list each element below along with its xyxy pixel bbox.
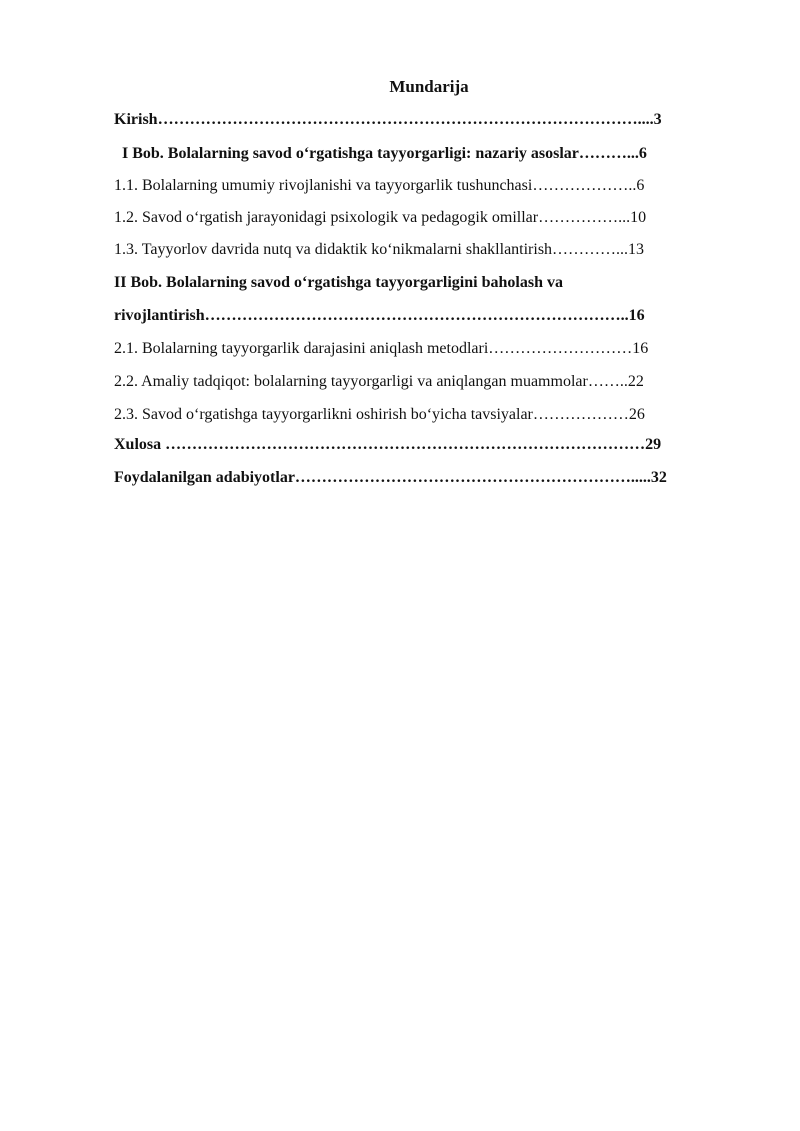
toc-entry-section-2-1: 2.1. Bolalarning tayyorgarlik darajasini aniqlash metodlari………………………16 bbox=[114, 340, 649, 357]
toc-entry-chapter-2-line-2: rivojlantirish……………………………………………………………………..16 bbox=[114, 307, 645, 324]
toc-entry-conclusion: Xulosa ………………………………………………………………………………29 bbox=[114, 436, 662, 453]
page-title: Mundarija bbox=[389, 77, 469, 96]
toc-entry-introduction: Kirish………………………………………………………………………………....3 bbox=[114, 111, 662, 128]
toc-entry-section-2-2: 2.2. Amaliy tadqiqot: bolalarning tayyorgarligi va aniqlangan muammolar……..22 bbox=[114, 373, 644, 390]
toc-entry-section-1-3: 1.3. Tayyorlov davrida nutq va didaktik ko‘nikmalarni shakllantirish…………...13 bbox=[114, 241, 645, 258]
toc-entry-chapter-2-line-1: II Bob. Bolalarning savod o‘rgatishga tayyorgarligini baholash va bbox=[114, 274, 563, 291]
toc-entry-section-1-2: 1.2. Savod o‘rgatish jarayonidagi psixologik va pedagogik omillar……………...10 bbox=[114, 209, 647, 226]
toc-entry-references: Foydalanilgan adabiyotlar……………………………………………………….....32 bbox=[114, 469, 667, 486]
toc-entry-chapter-1: I Bob. Bolalarning savod o‘rgatishga tayyorgarligi: nazariy asoslar………...6 bbox=[122, 145, 647, 162]
toc-entry-section-1-1: 1.1. Bolalarning umumiy rivojlanishi va tayyorgarlik tushunchasi………………..6 bbox=[114, 177, 645, 194]
toc-entry-section-2-3: 2.3. Savod o‘rgatishga tayyorgarlikni oshirish bo‘yicha tavsiyalar………………26 bbox=[114, 406, 645, 423]
